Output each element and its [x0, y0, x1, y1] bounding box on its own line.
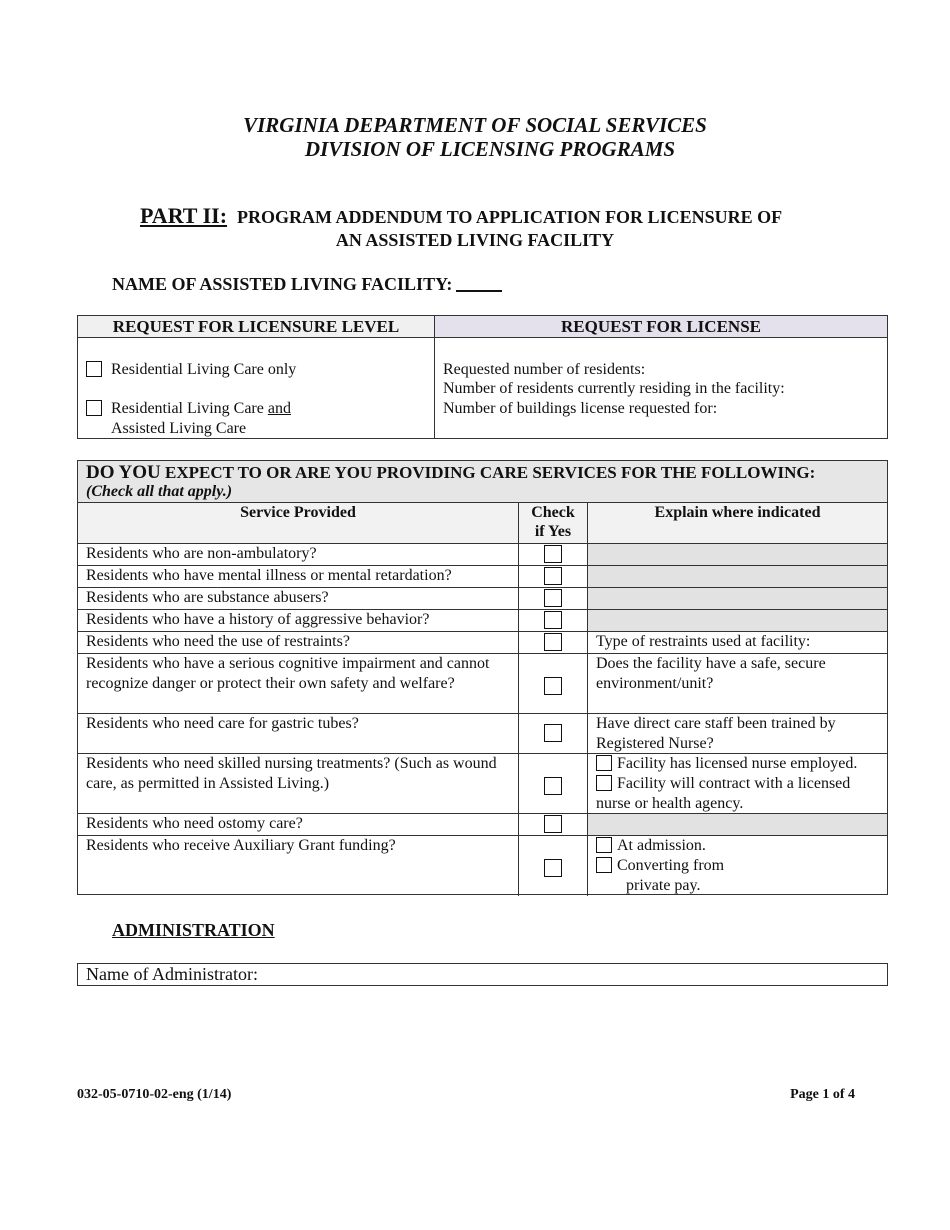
explain-cell: Have direct care staff been trained by Registered Nurse?: [596, 715, 836, 752]
page-number: Page 1 of 4: [790, 1087, 855, 1102]
level-option2-label: Residential Living Care: [111, 400, 268, 417]
table-row: [78, 754, 887, 814]
table-row: [78, 814, 887, 836]
service-label: Residents who have a history of aggressive behavior?: [86, 611, 430, 628]
explain-cell: [588, 544, 887, 565]
facility-name-label: NAME OF ASSISTED LIVING FACILITY:: [112, 274, 453, 294]
service-checkbox[interactable]: [544, 859, 562, 877]
current-residents-label: Number of residents currently residing in the facility:: [443, 380, 785, 397]
services-title-big: DO YOU: [86, 462, 161, 483]
facility-name-field: [112, 272, 502, 295]
service-checkbox[interactable]: [544, 589, 562, 607]
licensure-table: [77, 315, 888, 439]
service-checkbox[interactable]: [544, 545, 562, 563]
services-title-rest: EXPECT TO OR ARE YOU PROVIDING CARE SERVICES FOR THE FOLLOWING:: [160, 463, 816, 482]
licensure-level-header: REQUEST FOR LICENSURE LEVEL: [78, 316, 435, 338]
service-checkbox[interactable]: [544, 611, 562, 629]
service-label: Residents who need skilled nursing treatments? (Such as wound care, as permitted in Assisted Living.): [86, 755, 497, 792]
service-label: Residents who need the use of restraints?: [86, 633, 350, 650]
table-row: [78, 610, 887, 632]
at-admission-checkbox[interactable]: [596, 837, 612, 853]
part-title-line2: AN ASSISTED LIVING FACILITY: [335, 230, 615, 250]
level-option-residential: [86, 360, 296, 380]
level-option1-label: Residential Living Care only: [111, 361, 297, 378]
level-option-assisted: [86, 399, 291, 419]
service-checkbox[interactable]: [544, 567, 562, 585]
explain-cell: Does the facility have a safe, secure environment/unit?: [596, 655, 826, 692]
service-checkbox[interactable]: [544, 777, 562, 795]
part-label: PART II:: [140, 203, 228, 228]
licensed-nurse-checkbox[interactable]: [596, 755, 612, 771]
table-header-row: [78, 503, 887, 544]
table-row: [78, 588, 887, 610]
option-label: Facility will contract with a licensed: [617, 775, 851, 792]
buildings-requested-label: Number of buildings license requested for:: [443, 400, 718, 417]
service-checkbox[interactable]: [544, 677, 562, 695]
explain-cell: [588, 610, 887, 631]
service-checkbox[interactable]: [544, 724, 562, 742]
service-label: Residents who are non-ambulatory?: [86, 545, 317, 562]
services-subtitle: (Check all that apply.): [86, 483, 233, 500]
facility-name-input[interactable]: [456, 272, 502, 292]
service-label: Residents who have a serious cognitive impairment and cannot recognize danger or protect their own safety and welfare?: [86, 655, 490, 692]
table-row: [78, 714, 887, 754]
option-label-cont: nurse or health agency.: [596, 795, 744, 812]
contract-nurse-checkbox[interactable]: [596, 775, 612, 791]
table-row: [78, 632, 887, 654]
administrator-name-field[interactable]: Name of Administrator:: [77, 963, 888, 986]
service-label: Residents who need care for gastric tubes?: [86, 715, 359, 732]
table-row: [78, 566, 887, 588]
explain-cell: [588, 814, 887, 835]
part-title-line1: PROGRAM ADDENDUM TO APPLICATION FOR LICENSURE OF: [237, 207, 783, 227]
service-label: Residents who receive Auxiliary Grant funding?: [86, 837, 396, 854]
agency-title: VIRGINIA DEPARTMENT OF SOCIAL SERVICES: [243, 113, 707, 137]
explain-cell: [588, 754, 887, 813]
level-option2-line2: Assisted Living Care: [111, 420, 247, 437]
division-title: DIVISION OF LICENSING PROGRAMS: [304, 137, 676, 161]
requested-residents-label: Requested number of residents:: [443, 361, 646, 378]
license-request-header: REQUEST FOR LICENSE: [435, 316, 887, 338]
option-label: Converting from: [617, 857, 725, 874]
option-label: At admission.: [617, 837, 706, 854]
care-services-table: [77, 460, 888, 895]
explain-cell: [588, 566, 887, 587]
residential-and-assisted-checkbox[interactable]: [86, 400, 102, 416]
col-check-header: Check if Yes: [518, 503, 588, 543]
option-label-cont: private pay.: [626, 877, 701, 894]
table-row: [78, 544, 887, 566]
service-checkbox[interactable]: [544, 633, 562, 651]
explain-cell: Type of restraints used at facility:: [596, 633, 811, 650]
part-heading: [140, 203, 782, 229]
service-label: Residents who need ostomy care?: [86, 815, 303, 832]
table-row: [78, 654, 887, 714]
services-title: [78, 461, 887, 503]
col-service-header: Service Provided: [240, 504, 356, 521]
converting-checkbox[interactable]: [596, 857, 612, 873]
col-explain-header: Explain where indicated: [654, 504, 821, 521]
service-checkbox[interactable]: [544, 815, 562, 833]
option-label: Facility has licensed nurse employed.: [617, 755, 858, 772]
explain-cell: [588, 836, 887, 896]
level-option2-and: and: [267, 400, 291, 417]
form-number: 032-05-0710-02-eng (1/14): [77, 1087, 232, 1102]
service-label: Residents who are substance abusers?: [86, 589, 329, 606]
explain-cell: [588, 588, 887, 609]
table-row: [78, 836, 887, 896]
service-label: Residents who have mental illness or mental retardation?: [86, 567, 452, 584]
administration-heading: ADMINISTRATION: [112, 920, 275, 940]
residential-only-checkbox[interactable]: [86, 361, 102, 377]
